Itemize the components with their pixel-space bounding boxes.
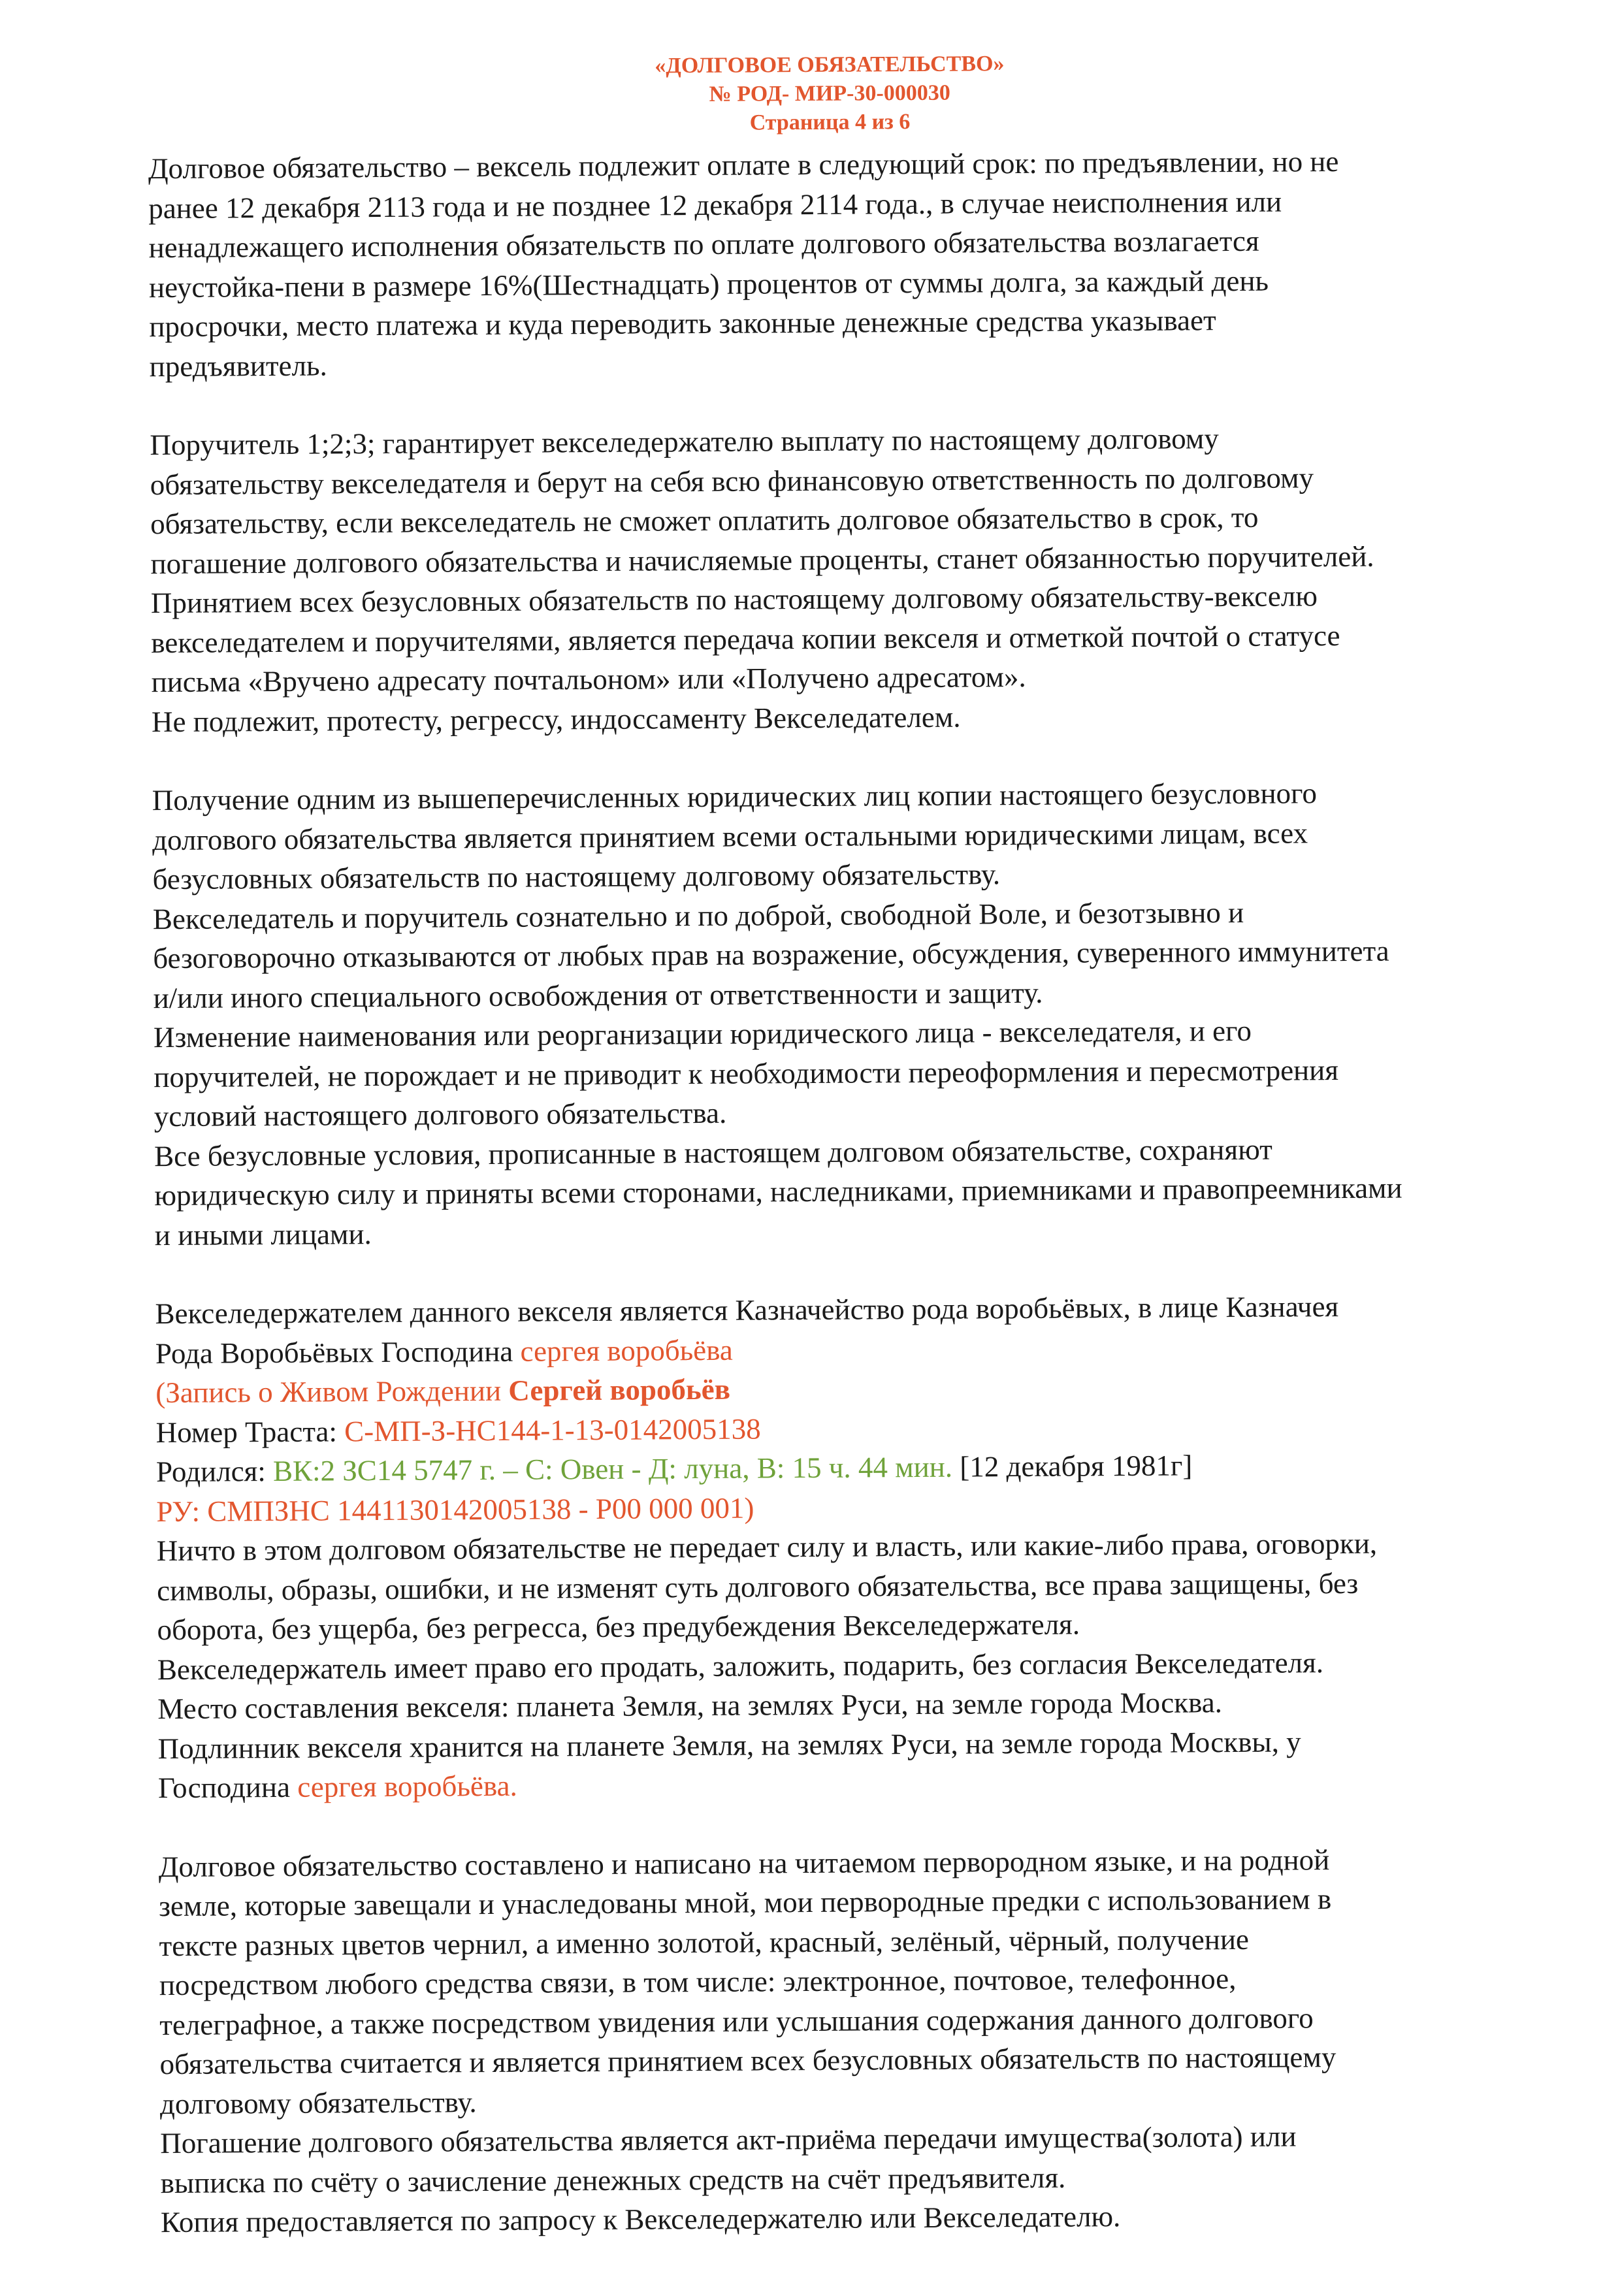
text-line: Подлинник векселя хранится на планете Земля, на землях Руси, на земле города Москвы, у bbox=[157, 1724, 1301, 1765]
keeper-prefix: Господина bbox=[157, 1770, 298, 1805]
birth-value: ВК:2 ЗС14 5747 г. – С: Овен - Д: луна, В: 15 ч. 44 мин. bbox=[272, 1450, 953, 1488]
document-header bbox=[581, 49, 1078, 138]
ru-number-line: РУ: СМПЗНС 1441130142005138 - Р00 000 001) bbox=[156, 1491, 754, 1528]
text-line: Все безусловные условия, прописанные в настоящем долговом обязательстве, сохраняют bbox=[154, 1133, 1272, 1172]
text-line: безоговорочно отказываются от любых прав на возражение, обсуждения, суверенного иммунитета bbox=[153, 934, 1389, 975]
text-line: Векселедержателем данного векселя является Казначейство рода воробьёвых, в лице Казначея bbox=[155, 1290, 1339, 1331]
text-line: Не подлежит, протесту, регрессу, индоссаменту Векселедателем. bbox=[151, 700, 961, 738]
paragraph-payment-terms bbox=[148, 140, 1574, 386]
text-line: тексте разных цветов чернил, а именно золотой, красный, зелёный, чёрный, получение bbox=[159, 1922, 1250, 1962]
text-line: ненадлежащего исполнения обязательств по оплате долгового обязательства возлагается bbox=[148, 224, 1259, 265]
text-line: Поручитель 1;2;3; гарантирует векселедержателю выплату по настоящему долговому bbox=[150, 422, 1219, 462]
text-line: и/или иного специального освобождения от ответственности и защиту. bbox=[153, 976, 1043, 1014]
paragraph-acceptance bbox=[152, 772, 1579, 1255]
text-line: безусловных обязательств по настоящему долговому обязательству. bbox=[152, 858, 1001, 896]
text-line: земле, которые завещали и унаследованы мной, мои первородные предки с использованием в bbox=[158, 1883, 1332, 1923]
text-line: и иными лицами. bbox=[154, 1217, 372, 1252]
birth-date: [12 декабря 1981г] bbox=[952, 1449, 1193, 1483]
text-line: Ничто в этом долговом обязательстве не передает силу и власть, или какие-либо права, оговорки, bbox=[156, 1527, 1378, 1568]
text-line: Принятием всех безусловных обязательств по настоящему долговому обязательству-векселю bbox=[150, 579, 1318, 620]
paragraph-guarantors bbox=[150, 417, 1576, 741]
document-body bbox=[148, 140, 1585, 2242]
text-line: телеграфное, а также посредством увидения или услышания содержания данного долгового bbox=[159, 2001, 1314, 2041]
text-line: выписка по счёту о зачисление денежных средств на счёт предъявителя. bbox=[160, 2161, 1066, 2199]
text-line: Получение одним из вышеперечисленных юридических лиц копии настоящего безусловного bbox=[152, 777, 1318, 817]
text-line: обязательству, если векселедатель не сможет оплатить долговое обязательство в срок, то bbox=[150, 500, 1259, 541]
text-line: погашение долгового обязательства и начисляемые проценты, станет обязанностью поручителей. bbox=[150, 540, 1374, 580]
birth-label: Родился: bbox=[155, 1455, 274, 1489]
text-line: Долговое обязательство – вексель подлежит оплате в следующий срок: по предъявлении, но не bbox=[148, 145, 1339, 186]
text-line: Векселедержатель имеет право его продать, заложить, подарить, без согласия Векселедателя. bbox=[157, 1645, 1324, 1686]
text-line: неустойка-пени в размере 16%(Шестнадцать) процентов от суммы долга, за каждый день bbox=[148, 264, 1269, 304]
text-line: оборота, без ущерба, без регресса, без предубеждения Векселедержателя. bbox=[157, 1608, 1080, 1647]
document-title: «ДОЛГОВОЕ ОБЯЗАТЕЛЬСТВО» bbox=[655, 52, 1005, 78]
text-line: долгового обязательства является принятием всеми остальными юридическими лицам, всех bbox=[152, 816, 1308, 856]
holder-name: сергея воробьёва bbox=[520, 1333, 733, 1368]
text-line: условий настоящего долгового обязательства. bbox=[154, 1096, 727, 1133]
holder-prefix: Рода Воробьёвых Господина bbox=[155, 1334, 521, 1370]
keeper-name: сергея воробьёва. bbox=[297, 1769, 517, 1803]
paragraph-holder bbox=[155, 1285, 1582, 1808]
text-line: долговому обязательству. bbox=[159, 2085, 477, 2120]
text-line: обязательству векселедателя и берут на себя всю финансовую ответственность по долговому bbox=[150, 461, 1314, 501]
text-line: письма «Вручено адресату почтальоном» или «Получено адресатом». bbox=[151, 660, 1026, 699]
birth-record-name: Сергей воробьёв bbox=[508, 1372, 731, 1407]
paragraph-language bbox=[159, 1838, 1585, 2242]
text-line: ранее 12 декабря 2113 года и не позднее 12 декабря 2114 года., в случае неисполнения или bbox=[148, 185, 1282, 225]
text-line: Место составления векселя: планета Земля, на землях Руси, на земле города Москва. bbox=[157, 1686, 1223, 1726]
birth-record-prefix: (Запись о Живом Рождении bbox=[155, 1374, 509, 1410]
page-indicator: Страница 4 из 6 bbox=[749, 110, 911, 135]
text-line: поручителей, не порождает и не приводит к необходимости переоформления и пересмотрения bbox=[154, 1053, 1339, 1093]
text-line: посредством любого средства связи, в том числе: электронное, почтовое, телефонное, bbox=[159, 1962, 1237, 2002]
text-line: Погашение долгового обязательства является акт-приёма передачи имущества(золота) или bbox=[160, 2120, 1297, 2160]
trust-number-value: С-МП-З-НС144-1-13-0142005138 bbox=[344, 1412, 761, 1447]
text-line: Изменение наименования или реорганизации юридического лица - векселедателя, и его bbox=[153, 1014, 1252, 1054]
text-line: Долговое обязательство составлено и написано на читаемом первородном языке, и на родной bbox=[158, 1843, 1330, 1883]
text-line: обязательства считается и является принятием всех безусловных обязательств по настоящему bbox=[159, 2041, 1336, 2081]
text-line: Копия предоставляется по запросу к Векселедержателю или Векселедателю. bbox=[160, 2200, 1121, 2239]
document-number: № РОД- МИР-30-000030 bbox=[709, 80, 950, 106]
text-line: векселедателем и поручителями, является передача копии векселя и отметкой почтой о статусе bbox=[151, 619, 1340, 659]
text-line: просрочки, место платежа и куда переводить законные денежные средства указывает bbox=[149, 304, 1216, 344]
text-line: символы, образы, ошибки, и не изменят суть долгового обязательства, все права защищены, без bbox=[157, 1566, 1359, 1607]
text-line: юридическую силу и приняты всеми сторонами, наследниками, приемниками и правопреемниками bbox=[154, 1171, 1402, 1212]
text-line: предъявитель. bbox=[149, 348, 327, 383]
trust-number-label: Номер Траста: bbox=[155, 1414, 345, 1449]
text-line: Векселедатель и поручитель сознательно и по доброй, свободной Воле, и безотзывно и bbox=[152, 896, 1244, 935]
